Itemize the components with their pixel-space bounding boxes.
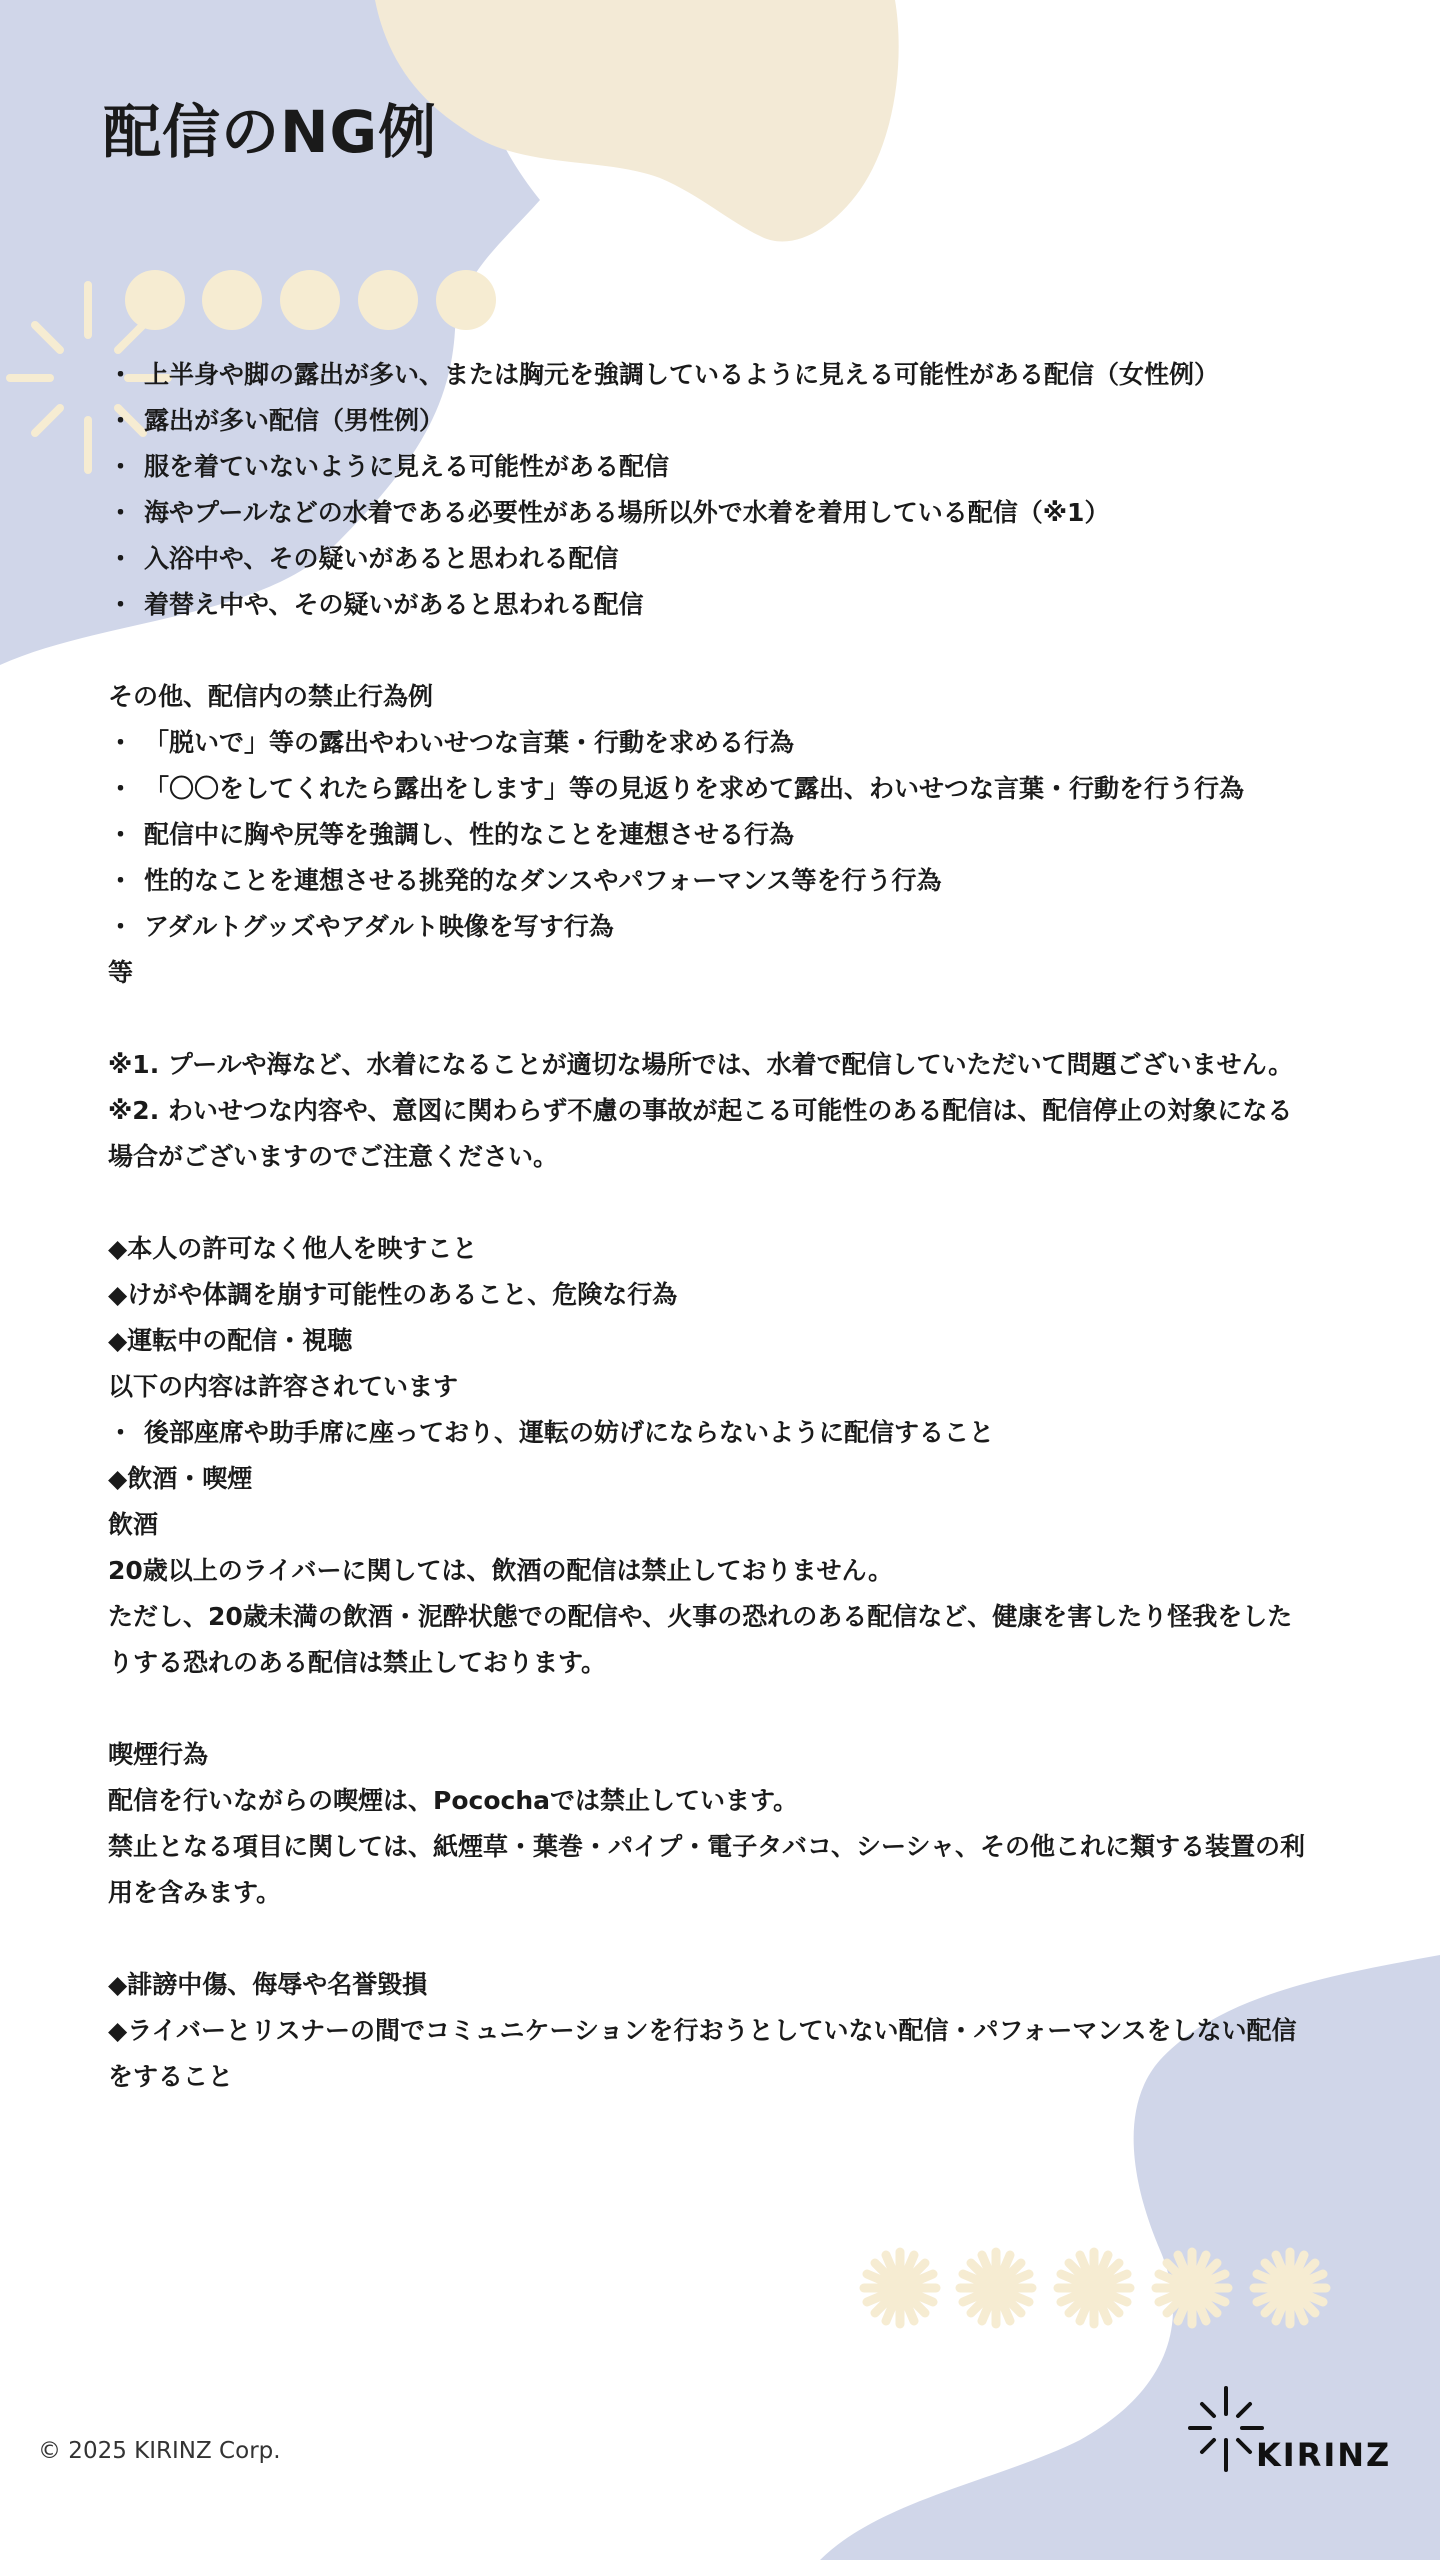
copyright-text: © 2025 KIRINZ Corp. [38,2438,281,2464]
list-item: ・ アダルトグッズやアダルト映像を写す行為 [108,904,1308,950]
kirinz-sparkle-icon [1186,2384,1266,2474]
rule-heading: ◆飲酒・喫煙 [108,1464,253,1493]
list-item: ・ 露出が多い配信（男性例） [108,398,1308,444]
list-item: ・ 上半身や脚の露出が多い、または胸元を強調しているように見える可能性がある配信（女性例） [108,352,1308,398]
drinking-text: ただし、20歳未満の飲酒・泥酔状態での配信や、火事の恐れのある配信など、健康を害したり怪我をしたりする恐れのある配信は禁止しております。 [108,1602,1293,1677]
spacer [108,1180,1308,1226]
spacer [108,1686,1308,1732]
note-2: ※2. わいせつな内容や、意図に関わらず不慮の事故が起こる可能性のある配信は、配信停止の対象になる場合がございますのでご注意ください。 [108,1096,1293,1171]
driving-allowed-list [108,1410,1308,1456]
smoking-heading: 喫煙行為 [108,1740,209,1769]
list-item: ・ 「脱いで」等の露出やわいせつな言葉・行動を求める行為 [108,720,1308,766]
rule-heading: ◆誹謗中傷、侮辱や名誉毀損 [108,1970,428,1999]
list-item: ・ 入浴中や、その疑いがあると思われる配信 [108,536,1308,582]
drinking-heading: 飲酒 [108,1510,159,1539]
logo-wordmark: KIRINZ [1256,2436,1392,2474]
ng-bullet-list [108,352,1308,628]
smoking-text: 配信を行いながらの喫煙は、Pocochaでは禁止しています。 [108,1786,798,1815]
spacer [108,1916,1308,1962]
rule-heading: ◆運転中の配信・視聴 [108,1326,353,1355]
page-title: 配信のNG例 [103,98,438,166]
other-suffix: 等 [108,958,134,987]
list-item: ・ 配信中に胸や尻等を強調し、性的なことを連想させる行為 [108,812,1308,858]
rule-heading: ◆けがや体調を崩す可能性のあること、危険な行為 [108,1280,678,1309]
note-1: ※1. プールや海など、水着になることが適切な場所では、水着で配信していただいて問題ございません。 [108,1050,1294,1079]
content-body [108,352,1308,2100]
spacer [108,996,1308,1042]
list-item: ・ 後部座席や助手席に座っており、運転の妨げにならないように配信すること [108,1410,1308,1456]
smoking-text: 禁止となる項目に関しては、紙煙草・葉巻・パイプ・電子タバコ、シーシャ、その他これに類する装置の利用を含みます。 [108,1832,1306,1907]
rule-heading: ◆ライバーとリスナーの間でコミュニケーションを行おうとしていない配信・パフォーマンスをしない配信をすること [108,2016,1297,2091]
list-item: ・ 服を着ていないように見える可能性がある配信 [108,444,1308,490]
list-item: ・ 性的なことを連想させる挑発的なダンスやパフォーマンス等を行う行為 [108,858,1308,904]
list-item: ・ 「〇〇をしてくれたら露出をします」等の見返りを求めて露出、わいせつな言葉・行動を行う行為 [108,766,1308,812]
other-prohibited-list [108,720,1308,950]
other-prohibited-heading: その他、配信内の禁止行為例 [108,682,434,711]
kirinz-logo [1186,2384,1392,2474]
drinking-text: 20歳以上のライバーに関しては、飲酒の配信は禁止しておりません。 [108,1556,894,1585]
list-item: ・ 着替え中や、その疑いがあると思われる配信 [108,582,1308,628]
list-item: ・ 海やプールなどの水着である必要性がある場所以外で水着を着用している配信（※1） [108,490,1308,536]
spacer [108,628,1308,674]
rule-heading: ◆本人の許可なく他人を映すこと [108,1234,478,1263]
driving-allowed-heading: 以下の内容は許容されています [108,1372,459,1401]
